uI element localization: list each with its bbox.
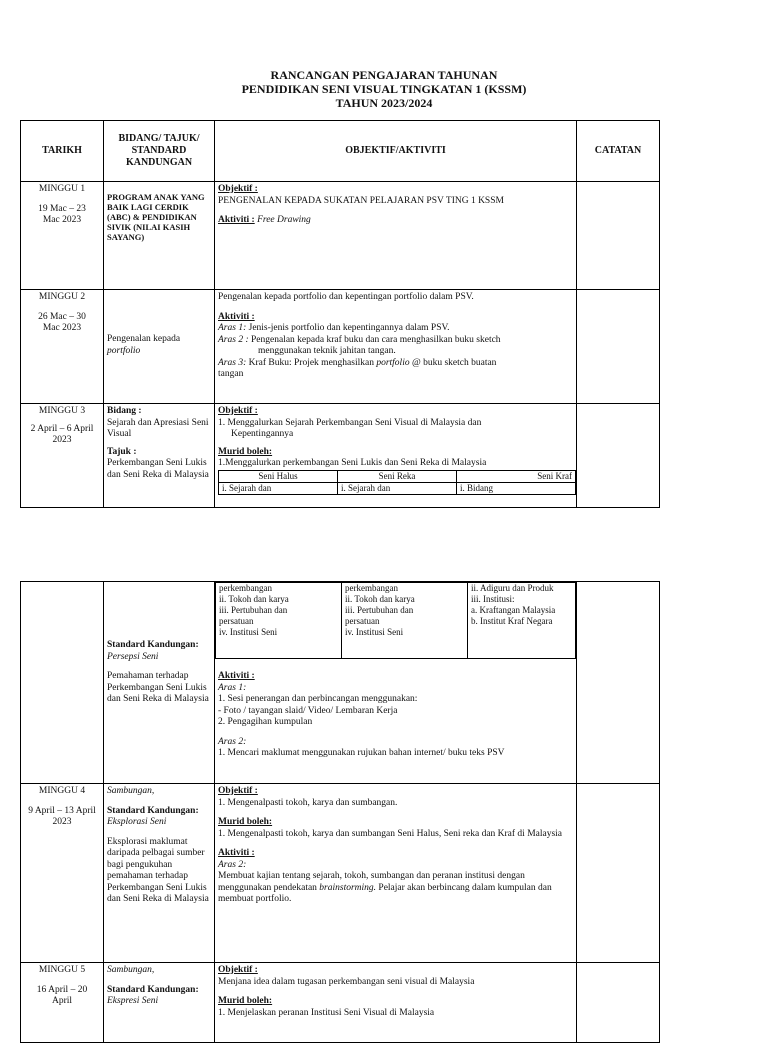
sk-text: Ekspresi Seni (107, 996, 159, 1006)
aktiviti-line (218, 215, 573, 227)
spacer (107, 663, 211, 671)
bidang-text: Sejarah dan Apresiasi Seni Visual (107, 417, 209, 439)
sk-label: Standard Kandungan: (107, 805, 199, 816)
spacer (21, 196, 103, 204)
document-title-block (0, 68, 768, 110)
aktiviti-label: Aktiviti : (218, 671, 255, 681)
document-subtitle: PENDIDIKAN SENI VISUAL TINGKATAN 1 (KSSM) (241, 82, 527, 96)
murid-text: 1. Menjelaskan peranan Institusi Seni Visual di Malaysia (218, 1007, 435, 1018)
aras-text: Kraf Buku: Projek menghasilkan (248, 357, 374, 368)
objektif-cell (215, 290, 577, 404)
table-row (21, 290, 660, 404)
sub-table (218, 470, 576, 495)
header-bidang: BIDANG/ TAJUK/ STANDARD KANDUNGAN (104, 121, 215, 182)
catatan-cell (577, 404, 660, 508)
week-label: MINGGU 3 (38, 406, 86, 416)
objektif-text: 1. Menggalurkan Sejarah Perkembangan Seni Visual di Malaysia dan (218, 417, 482, 428)
spacer (21, 798, 103, 806)
sub-table-row (219, 482, 576, 494)
bidang-cell (104, 404, 215, 508)
aktiviti-line: 1. Mencari maklumat menggunakan rujukan bahan internet/ buku teks PSV (218, 748, 505, 758)
aras-text: Jenis-jenis portfolio dan kepentingannya dalam PSV. (248, 323, 450, 333)
objektif-text: PENGENALAN KEPADA SUKATAN PELAJARAN PSV TING 1 KSSM (218, 195, 504, 206)
aktiviti-line: 1. Sesi penerangan dan perbincangan menggunakan: (218, 694, 418, 704)
sambungan-text: Sambungan, (107, 965, 155, 975)
sub-cell: i. Bidang (457, 482, 576, 494)
sub-line: persatuan (219, 616, 254, 626)
table-row (21, 784, 660, 963)
aktiviti-text-part: Membuat kajian tentang sejarah, tokoh, sumbangan dan peranan institusi dengan menggunakan pendekatan (218, 871, 525, 893)
table-row (21, 582, 660, 784)
catatan-cell (577, 290, 660, 404)
aras-continuation: menggunakan teknik jahitan tangan. (258, 346, 396, 356)
spacer (218, 304, 573, 312)
week-cell (21, 290, 104, 404)
sub-line: ii. Adiguru dan Produk (471, 583, 554, 593)
murid-text: 1. Mengenalpasti tokoh, karya dan sumbangan Seni Halus, Seni reka dan Kraf di Malaysia (218, 828, 563, 839)
sub-line: a. Kraftangan Malaysia (471, 605, 556, 615)
objektif-cell (215, 784, 577, 963)
sub-line: iii. Pertubuhan dan (219, 605, 288, 615)
catatan-cell (577, 963, 660, 1043)
sub-table-header (219, 470, 576, 482)
sub-cell: i. Sejarah dan (219, 482, 338, 494)
sk-label: Standard Kandungan: (107, 640, 199, 650)
tajuk-label: Tajuk : (107, 446, 137, 457)
aktiviti-block (215, 659, 576, 760)
aras-label: Aras 1: (218, 323, 247, 333)
objektif-cell (215, 182, 577, 290)
spacer (107, 798, 211, 806)
sub-table-row (216, 583, 576, 659)
week-cell (21, 182, 104, 290)
aktiviti-italic: brainstorming. (319, 882, 377, 893)
week-label: MINGGU 5 (38, 965, 86, 975)
aktiviti-label: Aktiviti : (218, 311, 255, 322)
objektif-label: Objektif : (218, 965, 258, 975)
week-label: MINGGU 1 (38, 184, 86, 194)
sambungan-text: Sambungan, (107, 786, 155, 796)
objektif-text: Menjana idea dalam tugasan perkembangan seni visual di Malaysia (218, 976, 475, 987)
bidang-label: Bidang : (107, 406, 142, 416)
bidang-cell (104, 582, 215, 784)
aras-label: Aras 2: (218, 859, 247, 870)
spacer (218, 988, 573, 996)
sub-line: ii. Tokoh dan karya (345, 594, 415, 604)
objektif-cell (215, 582, 577, 784)
table-row (21, 182, 660, 290)
aras-italic: portfolio (376, 357, 410, 368)
plan-table-page2 (20, 581, 660, 1043)
document-year: TAHUN 2023/2024 (335, 96, 433, 110)
catatan-cell (577, 784, 660, 963)
week-date: 26 Mac – 30 Mac 2023 (38, 311, 86, 333)
murid-label: Murid boleh: (218, 446, 273, 457)
bidang-cell (104, 182, 215, 290)
sub-line: iii. Pertubuhan dan (345, 605, 414, 615)
sub-cell: i. Sejarah dan (338, 482, 457, 494)
aras-label: Aras 3: (218, 357, 247, 368)
objektif-label: Objektif : (218, 786, 258, 796)
objektif-continuation: Kepentingannya (231, 429, 294, 439)
catatan-cell (577, 182, 660, 290)
sub-line: perkembangan (345, 583, 398, 593)
sub-line: iv. Institusi Seni (345, 627, 404, 637)
sub-header-seni-kraf: Seni Kraf (457, 470, 576, 482)
sub-cell-seni-kraf (468, 583, 576, 659)
week-cell (21, 784, 104, 963)
murid-label: Murid boleh: (218, 817, 273, 827)
program-text: PROGRAM ANAK YANG BAIK LAGI CERDIK (ABC) & PENDIDIKAN SIVIK (NILAI KASIH SAYANG) (107, 192, 205, 242)
objektif-label: Objektif : (218, 406, 258, 416)
aras1-line (218, 323, 573, 335)
table-header-row (21, 121, 660, 182)
aras-label: Aras 2: (218, 736, 247, 747)
spacer (107, 977, 211, 985)
sk-label: Standard Kandungan: (107, 984, 199, 995)
aras-label: Aras 2 : (218, 334, 249, 345)
objektif-text: 1. Mengenalpasti tokoh, karya dan sumbangan. (218, 797, 398, 808)
objektif-cell (215, 404, 577, 508)
aras-text: Pengenalan kepada kraf buku dan cara menghasilkan buku sketch (251, 334, 501, 345)
sub-cell-seni-reka (342, 583, 468, 659)
murid-text: 1.Menggalurkan perkembangan Seni Lukis dan Seni Reka di Malaysia (218, 458, 487, 468)
aktiviti-text-part: Pelajar akan berbincang dalam kumpulan dan membuat portfolio. (218, 882, 552, 904)
sk-text: Persepsi Seni (107, 651, 159, 662)
week-date: 16 April – 20 April (36, 984, 88, 1006)
spacer (21, 304, 103, 312)
week-date: 19 Mac – 23 Mac 2023 (38, 203, 86, 225)
aktiviti-text: Free Drawing (257, 215, 311, 225)
sub-line: iii. Institusi: (471, 594, 515, 604)
aktiviti-line: - Foto / tayangan slaid/ Video/ Lembaran Kerja (218, 705, 398, 716)
murid-label: Murid boleh: (218, 996, 273, 1006)
sub-line: perkembangan (219, 583, 272, 593)
objektif-cell (215, 963, 577, 1043)
header-objektif: OBJEKTIF/AKTIVITI (215, 121, 577, 182)
sk-text: Eksplorasi Seni (107, 817, 167, 827)
sub-line: iv. Institusi Seni (219, 627, 278, 637)
document-title: RANCANGAN PENGAJARAN TAHUNAN (270, 68, 498, 82)
aras-continuation: tangan (218, 369, 244, 379)
week-date: 9 April – 13 April 2023 (28, 805, 96, 827)
sub-line: ii. Tokoh dan karya (219, 594, 289, 604)
week-label: MINGGU 4 (38, 786, 86, 796)
sk-desc: Eksplorasi maklumat daripada pelbagai sumber bagi pengukuhan pemahaman terhadap Perkembangan Seni Lukis dan Seni Reka di Malaysia (107, 836, 209, 904)
intro-text: Pengenalan kepada portfolio dan kepentingan portfolio dalam PSV. (218, 292, 474, 302)
spacer (218, 207, 573, 215)
bidang-cell (104, 290, 215, 404)
aktiviti-label: Aktiviti : (218, 848, 255, 858)
bidang-cell (104, 784, 215, 963)
plan-table-page1 (20, 120, 660, 508)
table-row (21, 963, 660, 1043)
aras-text: @ buku sketch buatan (411, 357, 497, 368)
aktiviti-label: Aktiviti : (218, 215, 255, 225)
header-tarikh: TARIKH (21, 121, 104, 182)
week-cell (21, 963, 104, 1043)
week-cell (21, 582, 104, 784)
week-cell (21, 404, 104, 508)
aras-label: Aras 1: (218, 682, 247, 693)
sk-desc: Pemahaman terhadap Perkembangan Seni Lukis dan Seni Reka di Malaysia (107, 671, 209, 704)
sub-cell-seni-halus (216, 583, 342, 659)
bidang-cell (104, 963, 215, 1043)
catatan-cell (577, 582, 660, 784)
aras2-line (218, 335, 573, 347)
spacer (218, 729, 573, 737)
table-row (21, 404, 660, 508)
aras3-line (218, 358, 573, 370)
week-label: MINGGU 2 (38, 292, 86, 302)
tajuk-text: Perkembangan Seni Lukis dan Seni Reka di Malaysia (107, 458, 209, 480)
spacer (21, 977, 103, 985)
sub-table-continued (215, 582, 576, 659)
week-date: 2 April – 6 April 2023 (30, 423, 94, 445)
objektif-label: Objektif : (218, 184, 258, 194)
sub-line: b. Institut Kraf Negara (471, 616, 553, 626)
sub-line: persatuan (345, 616, 380, 626)
sub-header-seni-reka: Seni Reka (338, 470, 457, 482)
spacer (218, 809, 573, 817)
bidang-italic: portfolio (107, 345, 141, 356)
spacer (107, 829, 211, 837)
bidang-text: Pengenalan kepada (107, 334, 181, 344)
aktiviti-line: 2. Pengagihan kumpulan (218, 717, 313, 727)
aktiviti-text (218, 871, 573, 906)
header-catatan: CATATAN (577, 121, 660, 182)
sub-header-seni-halus: Seni Halus (219, 470, 338, 482)
spacer (218, 840, 573, 848)
